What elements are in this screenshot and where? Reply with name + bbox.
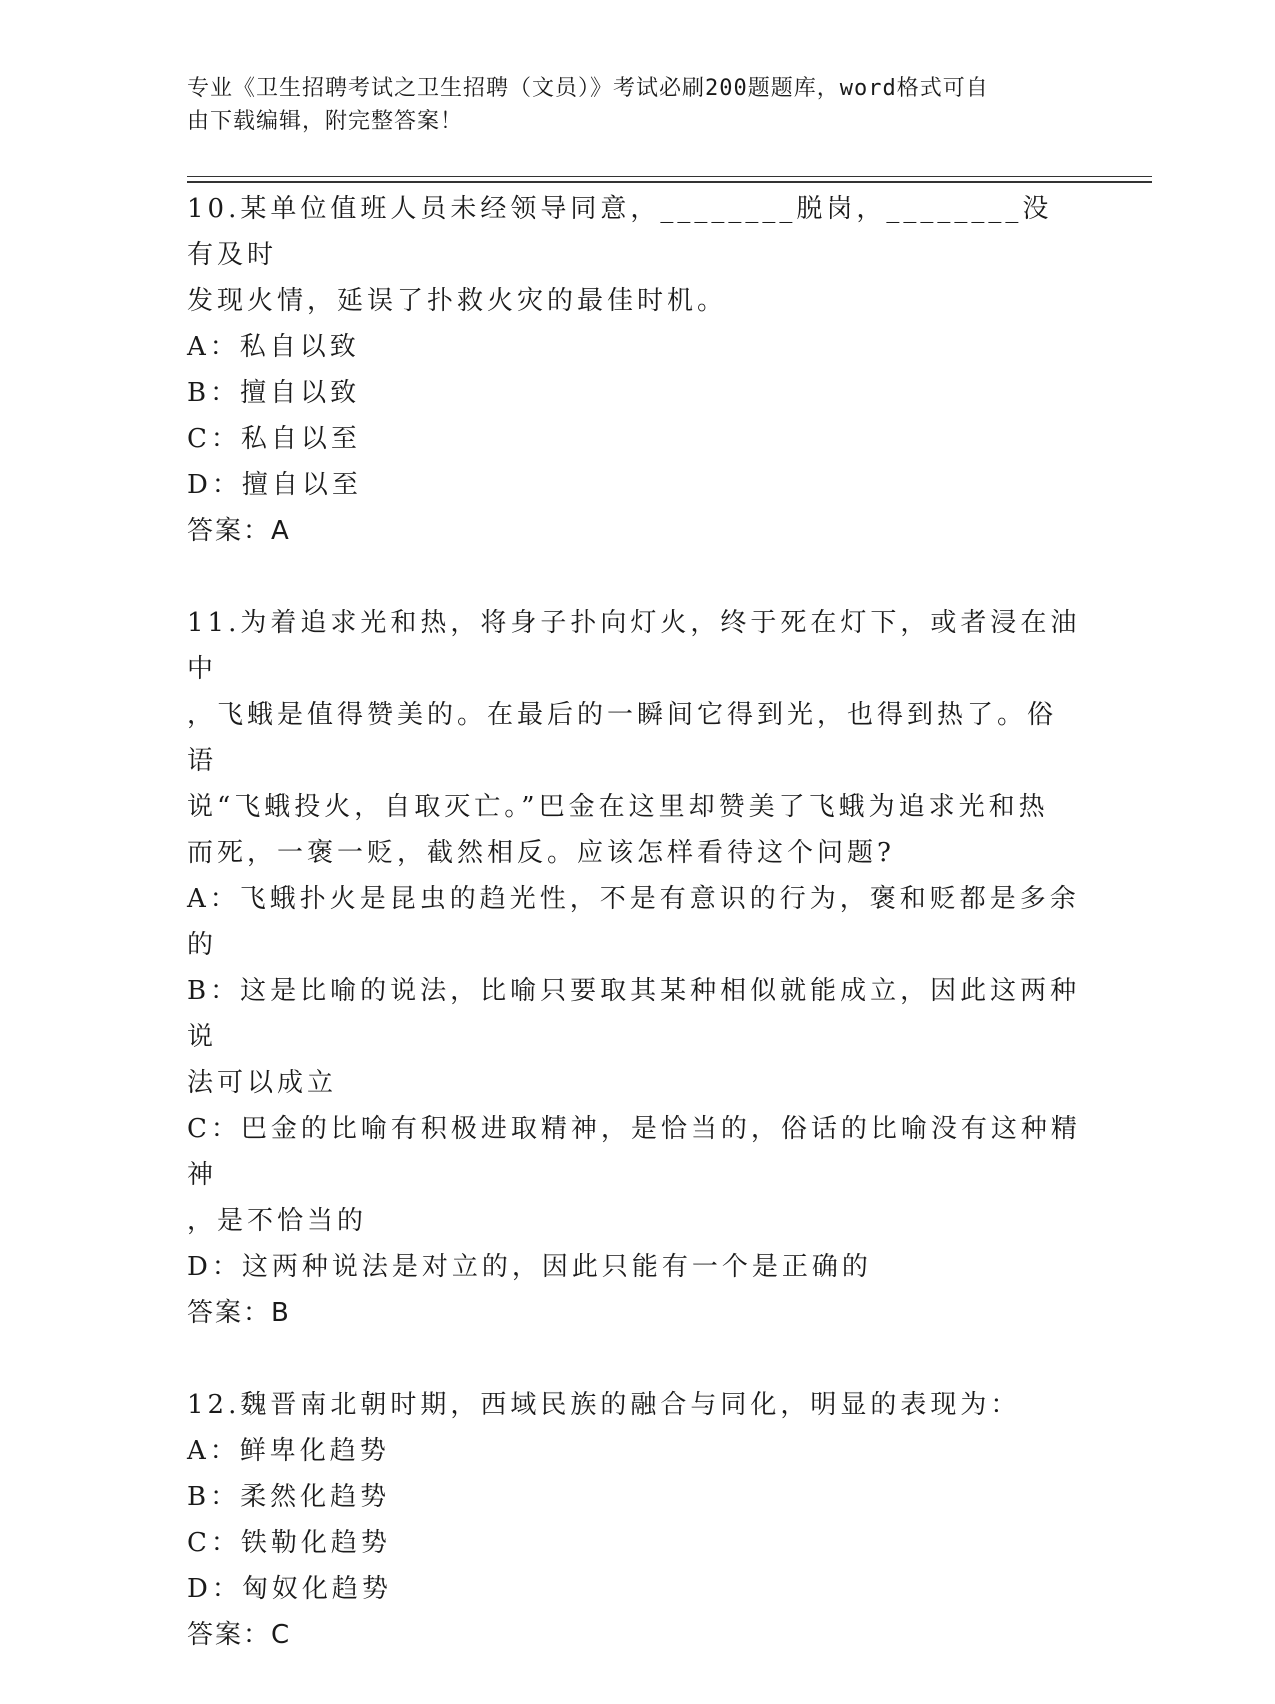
question-stem-line: 发现火情，延误了扑救火灾的最佳时机。 (187, 286, 728, 316)
option-a: A：飞蛾扑火是昆虫的趋光性，不是有意识的行为，褒和贬都是多余的 (187, 884, 1080, 960)
header-divider-thick (187, 181, 1152, 183)
option-d: D：擅自以至 (187, 470, 362, 500)
question-stem-line: 10.某单位值班人员未经领导同意，________脱岗，________没有及时 (187, 194, 1053, 270)
option-c: C：巴金的比喻有积极进取精神，是恰当的，俗话的比喻没有这种精神 (187, 1114, 1081, 1190)
document-header (187, 72, 1067, 138)
question-10 (187, 186, 1082, 554)
answer-line: 答案：C (187, 1620, 292, 1650)
question-stem-line: 12.魏晋南北朝时期，西域民族的融合与同化，明显的表现为： (187, 1390, 1021, 1420)
answer-line: 答案：B (187, 1298, 291, 1328)
question-stem-line: ，飞蛾是值得赞美的。在最后的一瞬间它得到光，也得到热了。俗语 (187, 700, 1058, 776)
header-line-2: 由下载编辑，附完整答案！ (187, 109, 464, 134)
option-b: B：擅自以致 (187, 378, 361, 408)
option-c: C：铁勒化趋势 (187, 1528, 391, 1558)
option-d: D：这两种说法是对立的，因此只能有一个是正确的 (187, 1252, 872, 1282)
question-12 (187, 1382, 1082, 1658)
question-stem-line: 而死，一褒一贬，截然相反。应该怎样看待这个问题? (187, 838, 895, 868)
question-list (187, 186, 1082, 1704)
question-11 (187, 600, 1082, 1336)
option-c-continued: ，是不恰当的 (187, 1206, 368, 1236)
option-c: C：私自以至 (187, 424, 361, 454)
option-a: A：私自以致 (187, 332, 360, 362)
header-divider-thin (187, 176, 1152, 177)
question-stem-line: 说“飞蛾投火，自取灭亡。”巴金在这里却赞美了飞蛾为追求光和热 (187, 792, 1049, 822)
option-b: B：这是比喻的说法，比喻只要取其某种相似就能成立，因此这两种说 (187, 976, 1081, 1052)
question-stem-line: 11.为着追求光和热，将身子扑向灯火，终于死在灯下，或者浸在油中 (187, 608, 1081, 684)
answer-line: 答案：A (187, 516, 291, 546)
option-b: B：柔然化趋势 (187, 1482, 391, 1512)
header-line-1: 专业《卫生招聘考试之卫生招聘（文员）》考试必刷200题题库，word格式可自 (187, 76, 989, 101)
option-d: D：匈奴化趋势 (187, 1574, 392, 1604)
option-b-continued: 法可以成立 (187, 1068, 338, 1098)
option-a: A：鲜卑化趋势 (187, 1436, 390, 1466)
